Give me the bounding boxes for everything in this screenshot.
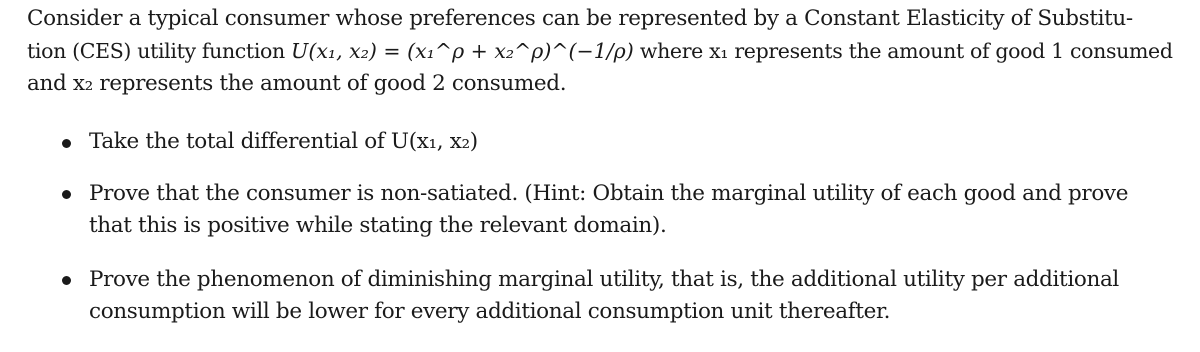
bullet-dot-2 [62,190,71,199]
ces-utility-formula: U(x₁, x₂) = (x₁^ρ + x₂^ρ)^(−1/ρ) [291,39,634,63]
bullet-item-3-line-2: consumption will be lower for every additional consumption unit thereafter. [89,299,891,324]
intro-line-2-text: tion (CES) utility function [27,39,292,63]
intro-line-2-tail: where x₁ represents the amount of good 1 consumed [633,39,1173,63]
bullet-item-2-line-1: Prove that the consumer is non-satiated. (Hint: Obtain the marginal utility of each good and prove [89,181,1129,206]
bullet-item-1-line-1: Take the total differential of U(x₁, x₂) [89,129,478,154]
intro-line-2 [27,35,1173,67]
bullet-item-3-line-1: Prove the phenomenon of diminishing marginal utility, that is, the additional utility per additional [89,267,1119,292]
intro-line-1: Consider a typical consumer whose preferences can be represented by a Constant Elasticity of Substitu- [27,6,1133,31]
bullet-dot-1 [62,139,71,148]
intro-line-3: and x₂ represents the amount of good 2 consumed. [27,71,567,96]
bullet-dot-3 [62,276,71,285]
bullet-item-2-line-2: that this is positive while stating the relevant domain). [89,213,667,238]
